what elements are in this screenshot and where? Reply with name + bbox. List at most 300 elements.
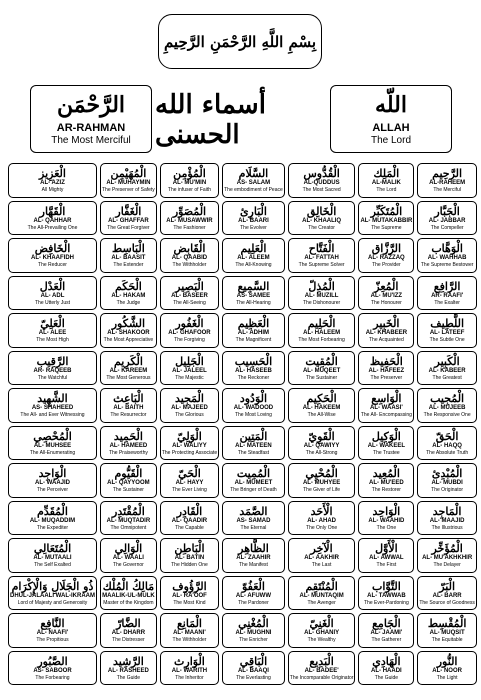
name-card-arabic: الْعَفُوّ bbox=[241, 579, 265, 593]
name-card-arabic: الْوَهَّاب bbox=[431, 242, 463, 256]
name-card bbox=[288, 426, 356, 461]
name-card-arabic: الْمُقْسِط bbox=[427, 617, 467, 631]
name-card bbox=[160, 313, 219, 348]
name-card bbox=[417, 163, 477, 198]
name-card-transliteration: AL- AFUWW bbox=[235, 592, 271, 599]
name-card-arabic: الْحَسِيب bbox=[234, 354, 273, 368]
name-card-transliteration: AL- AWWAL bbox=[369, 555, 404, 562]
name-card bbox=[417, 388, 477, 423]
name-card-arabic: الْبَاعِث bbox=[113, 392, 144, 406]
name-card-meaning: The Responsive One bbox=[423, 412, 471, 419]
name-card bbox=[160, 613, 219, 648]
name-card-arabic: الرَّشِيد bbox=[113, 654, 144, 668]
name-card-meaning: The Most Sacred bbox=[302, 187, 341, 194]
name-card-arabic: الْمُبْدِئ bbox=[431, 467, 463, 481]
name-card bbox=[222, 388, 285, 423]
name-card-transliteration: AL- MUMEET bbox=[234, 480, 273, 487]
name-card-transliteration: AL- HAQQ bbox=[432, 442, 462, 449]
name-card-meaning: The Light bbox=[436, 674, 458, 681]
name-card-transliteration: AL- LATEEF bbox=[429, 330, 465, 337]
name-card-meaning: The Glorious bbox=[175, 412, 204, 419]
name-card-arabic: الْمُقَدِّم bbox=[37, 504, 68, 518]
name-card-transliteration: AL- MU'MIN bbox=[172, 180, 207, 187]
name-card bbox=[222, 651, 285, 686]
name-card-transliteration: AL- BASEER bbox=[171, 292, 208, 299]
name-card-transliteration: AL- JAAMI' bbox=[370, 630, 403, 637]
header-card-allah bbox=[330, 85, 452, 153]
name-card bbox=[417, 501, 477, 536]
name-card-meaning: The Withholder bbox=[172, 637, 207, 644]
header-card-name: ALLAH bbox=[372, 121, 410, 134]
name-card bbox=[8, 463, 97, 498]
name-card-meaning: The Steadfast bbox=[237, 449, 270, 456]
name-card bbox=[358, 238, 414, 273]
name-card-transliteration: AL- MUZILL bbox=[304, 292, 339, 299]
name-card-arabic: الْمَاجِد bbox=[432, 504, 462, 518]
name-card bbox=[222, 576, 285, 611]
name-card-transliteration: AL- KABEER bbox=[428, 367, 466, 374]
name-card bbox=[358, 651, 414, 686]
name-card-meaning: The Last bbox=[311, 562, 332, 569]
name-card bbox=[358, 313, 414, 348]
name-card-arabic: اللَّطِيف bbox=[430, 317, 465, 331]
name-card-arabic: الْهَادِي bbox=[372, 654, 401, 668]
name-card-meaning: The Gatherer bbox=[371, 637, 402, 644]
name-card-transliteration: AL- MAJEED bbox=[171, 405, 208, 412]
name-card bbox=[160, 238, 219, 273]
name-card bbox=[8, 538, 97, 573]
name-card bbox=[222, 351, 285, 386]
name-card-arabic: الْبَاطِن bbox=[174, 542, 205, 556]
name-card-transliteration: AL- QAWIYY bbox=[303, 442, 340, 449]
name-card-arabic: الْخَالِق bbox=[306, 204, 337, 218]
name-card-meaning: The All- and Ever Witnessing bbox=[20, 412, 85, 419]
name-card-arabic: الْعَلِيّ bbox=[40, 317, 65, 331]
name-card-arabic: الْأَوَّل bbox=[375, 542, 398, 556]
name-card-meaning: The Giver of Life bbox=[303, 487, 341, 494]
name-card-transliteration: AL- HAADI bbox=[371, 667, 402, 674]
name-card-arabic: الْوَلِيّ bbox=[177, 429, 202, 443]
header-card-ar-rahman bbox=[30, 85, 152, 153]
name-card-meaning: Master of the Kingdom bbox=[103, 599, 154, 606]
name-card bbox=[8, 238, 97, 273]
name-card-transliteration: AL- WAHHAB bbox=[427, 255, 467, 262]
name-card-transliteration: AL- HAMEED bbox=[109, 442, 148, 449]
name-card-transliteration: AL- KHAAFIDH bbox=[31, 255, 74, 262]
name-card bbox=[8, 426, 97, 461]
name-card bbox=[8, 313, 97, 348]
name-card bbox=[160, 201, 219, 236]
name-card-arabic: ذُو الْجَلَالِ وَالْإِكْرَام bbox=[11, 579, 94, 593]
name-card-transliteration: AL- AHAD bbox=[307, 517, 336, 524]
name-card-arabic: الْبَصِير bbox=[175, 279, 204, 293]
name-card bbox=[160, 463, 219, 498]
name-card-transliteration: AL- RASHEED bbox=[107, 667, 149, 674]
name-card-arabic: الْغَفُور bbox=[175, 317, 204, 331]
name-card-transliteration: AL- WARITH bbox=[171, 667, 208, 674]
name-card-arabic: الْكَبِير bbox=[434, 354, 460, 368]
name-card-arabic: الْعَدْل bbox=[39, 279, 66, 293]
name-card-meaning: The Honourer bbox=[370, 299, 402, 306]
name-card bbox=[288, 276, 356, 311]
name-card-arabic: الْقَهَّار bbox=[39, 204, 66, 218]
name-card-meaning: The Everlasting bbox=[236, 674, 271, 681]
name-card bbox=[358, 538, 414, 573]
name-card bbox=[100, 276, 157, 311]
header-card-name: AR-RAHMAN bbox=[56, 121, 126, 134]
name-card-transliteration: AL- QAHHAR bbox=[33, 217, 72, 224]
name-card-meaning: The Guide bbox=[116, 674, 141, 681]
name-card-transliteration: AL- MUHAYMIN bbox=[106, 180, 151, 187]
name-card bbox=[100, 613, 157, 648]
name-card bbox=[222, 313, 285, 348]
name-card-transliteration: AL- GHAFOOR bbox=[168, 330, 211, 337]
name-card bbox=[100, 388, 157, 423]
header-card-arabic: اللّه bbox=[375, 91, 407, 118]
name-card-arabic: الرَّحِيم bbox=[432, 167, 463, 181]
name-card-meaning: The Bringer of Death bbox=[230, 487, 277, 494]
name-card-meaning: The Most Forbearing bbox=[298, 337, 345, 344]
name-card-transliteration: AL- MUSAWWIR bbox=[166, 217, 213, 224]
name-card bbox=[8, 501, 97, 536]
name-card-transliteration: AL- AAKHIR bbox=[304, 555, 339, 562]
name-card-meaning: The Most Appreciative bbox=[103, 337, 154, 344]
name-card-meaning: The Originator bbox=[431, 487, 464, 494]
name-card bbox=[288, 351, 356, 386]
name-card bbox=[222, 613, 285, 648]
name-card-meaning: The Protecting Associate bbox=[161, 449, 218, 456]
name-card-arabic: الْمَانِع bbox=[176, 617, 202, 631]
name-card-arabic: الْمُنْتَقِم bbox=[305, 579, 338, 593]
name-card bbox=[160, 276, 219, 311]
name-card-arabic: الْجَبَّار bbox=[434, 204, 460, 218]
name-card-transliteration: AL- HAYY bbox=[175, 480, 204, 487]
name-card-transliteration: AL- GHAFFAR bbox=[108, 217, 149, 224]
name-card-meaning: The Expediter bbox=[36, 524, 69, 531]
name-card-meaning: The Supreme Bestower bbox=[420, 262, 474, 269]
name-card-meaning: The All-Hearing bbox=[236, 299, 271, 306]
name-card bbox=[358, 613, 414, 648]
name-card-meaning: The Compeller bbox=[430, 224, 464, 231]
name-card-meaning: The Most Loving bbox=[234, 412, 272, 419]
basmala-banner bbox=[158, 14, 322, 69]
name-card-transliteration: AL- MU'EED bbox=[369, 480, 404, 487]
name-card bbox=[100, 163, 157, 198]
name-card-meaning: The Exalter bbox=[434, 299, 460, 306]
name-card-arabic: الْوَاحِد bbox=[372, 504, 401, 518]
name-card-transliteration: AR- RAQEEB bbox=[33, 367, 72, 374]
name-card-arabic: الْمُؤْمِن bbox=[173, 167, 206, 181]
name-card-meaning: The First bbox=[376, 562, 397, 569]
name-card bbox=[160, 651, 219, 686]
name-card bbox=[417, 613, 477, 648]
name-card-transliteration: AL- KAREEM bbox=[109, 367, 148, 374]
name-card bbox=[288, 201, 356, 236]
name-card bbox=[160, 426, 219, 461]
name-card-transliteration: AL- ADHIM bbox=[237, 330, 269, 337]
name-card-transliteration: AL- SHAKOOR bbox=[107, 330, 150, 337]
name-card-transliteration: AL- MUNTAQIM bbox=[299, 592, 344, 599]
name-card-meaning: The Wealthy bbox=[307, 637, 336, 644]
name-card-meaning: The Preserver bbox=[370, 374, 403, 381]
name-card bbox=[288, 238, 356, 273]
name-card-arabic: الْبَاقِي bbox=[239, 654, 268, 668]
name-card-transliteration: AL- ZAAHIR bbox=[236, 555, 271, 562]
name-card-arabic: الْوَالِي bbox=[114, 542, 143, 556]
name-card-arabic: الْقَوِيّ bbox=[308, 429, 335, 443]
name-card-meaning: The Majestic bbox=[175, 374, 204, 381]
name-card-meaning: The Ever-Pardoning bbox=[364, 599, 409, 606]
name-card-arabic: مَالِكُ الْمُلْك bbox=[102, 579, 155, 593]
name-card-transliteration: AL- GHANIY bbox=[304, 630, 340, 637]
name-card-meaning: The Self Exalted bbox=[34, 562, 71, 569]
name-card-transliteration: AL- WAAHID bbox=[368, 517, 405, 524]
name-card-arabic: الْمُقْتَدِر bbox=[112, 504, 145, 518]
name-card-transliteration: AL- HAKEEM bbox=[302, 405, 341, 412]
name-card bbox=[100, 501, 157, 536]
names-grid bbox=[8, 163, 473, 685]
name-card bbox=[100, 651, 157, 686]
name-card-meaning: The Magnificent bbox=[235, 337, 272, 344]
name-card bbox=[100, 238, 157, 273]
name-card-transliteration: AL-MALIK bbox=[371, 180, 401, 187]
name-card-transliteration: AL- WADOOD bbox=[233, 405, 274, 412]
name-card-meaning: The Inheritor bbox=[175, 674, 204, 681]
name-card-transliteration: AL- BADEE' bbox=[304, 667, 339, 674]
name-card bbox=[160, 163, 219, 198]
name-card-meaning: The Propitious bbox=[36, 637, 69, 644]
name-card-transliteration: AL- QAADIR bbox=[171, 517, 208, 524]
name-card-arabic: الرَّزَّاق bbox=[371, 242, 402, 256]
name-card-arabic: الْحَقّ bbox=[435, 429, 459, 443]
name-card bbox=[100, 576, 157, 611]
name-card-meaning: The Preserver of Safety bbox=[102, 187, 155, 194]
name-card-meaning: The Absolute Truth bbox=[426, 449, 469, 456]
name-card-arabic: التَّوَّاب bbox=[371, 579, 401, 593]
name-card-meaning: The Avenger bbox=[307, 599, 336, 606]
name-card-transliteration: AS- SAMEE bbox=[236, 292, 271, 299]
name-card-arabic: الرَّؤُوف bbox=[172, 579, 207, 593]
name-card-meaning: The Praiseworthy bbox=[108, 449, 148, 456]
name-card-arabic: النُّور bbox=[436, 654, 458, 668]
name-card-meaning: The Delayer bbox=[433, 562, 461, 569]
name-card-transliteration: AL- NAAFI' bbox=[36, 630, 69, 637]
name-card-transliteration: AL- MAAJID bbox=[429, 517, 465, 524]
name-card bbox=[100, 313, 157, 348]
name-card bbox=[8, 201, 97, 236]
name-card bbox=[160, 538, 219, 573]
name-card bbox=[288, 576, 356, 611]
name-card-transliteration: AL- WAAJID bbox=[35, 480, 70, 487]
name-card-transliteration: AL- ADL bbox=[40, 292, 65, 299]
name-card-transliteration: AL- QAABID bbox=[171, 255, 208, 262]
name-card-meaning: The Most High bbox=[36, 337, 69, 344]
name-card-transliteration: AL- BAAQI bbox=[237, 667, 269, 674]
name-card bbox=[222, 501, 285, 536]
name-card-meaning: Lord of Majesty and Generosity bbox=[17, 599, 88, 606]
name-card-meaning: The Forgiving bbox=[174, 337, 205, 344]
name-card-meaning: The Lord bbox=[376, 187, 397, 194]
name-card-meaning: The One bbox=[376, 524, 397, 531]
name-card-transliteration: AL- FATTAH bbox=[304, 255, 339, 262]
name-card-meaning: The Forbearing bbox=[35, 674, 70, 681]
name-card bbox=[100, 538, 157, 573]
name-card-meaning: The Enricher bbox=[239, 637, 268, 644]
name-card-arabic: الْكَرِيم bbox=[113, 354, 143, 368]
name-card-transliteration: AL- MAANI' bbox=[173, 630, 206, 637]
name-card-transliteration: AL- JALEEL bbox=[172, 367, 207, 374]
name-card-meaning: The Supreme Solver bbox=[298, 262, 345, 269]
name-card-meaning: The Evolver bbox=[240, 224, 267, 231]
name-card-meaning: The Fashioner bbox=[173, 224, 206, 231]
name-card-arabic: الظَّاهِر bbox=[238, 542, 269, 556]
name-card-meaning: The Provider bbox=[372, 262, 401, 269]
name-card-meaning: The Reducer bbox=[38, 262, 67, 269]
name-card-arabic: الْمُتَعَالِي bbox=[33, 542, 72, 556]
name-card bbox=[222, 238, 285, 273]
name-card-arabic: الضَّارّ bbox=[116, 617, 141, 631]
name-card-meaning: The Withholder bbox=[172, 262, 207, 269]
name-card bbox=[417, 651, 477, 686]
name-card bbox=[417, 201, 477, 236]
name-card-meaning: The Equitable bbox=[431, 637, 463, 644]
name-card-transliteration: AL- MUTAKABBIR bbox=[360, 217, 413, 224]
name-card bbox=[288, 613, 356, 648]
name-card-meaning: The Eternal bbox=[240, 524, 267, 531]
name-card bbox=[417, 276, 477, 311]
name-card-meaning: The Restorer bbox=[371, 487, 401, 494]
name-card-arabic: الْغَنِيّ bbox=[309, 617, 334, 631]
name-card-transliteration: AL- QAYYOOM bbox=[107, 480, 150, 487]
name-card-meaning: The Perceiver bbox=[36, 487, 69, 494]
name-card-transliteration: AL- RA'OOF bbox=[172, 592, 207, 599]
name-card-transliteration: AL- BARR bbox=[432, 592, 462, 599]
name-card-transliteration: AL- MUHYEE bbox=[302, 480, 341, 487]
name-card-transliteration: AL-RAHEEM bbox=[429, 180, 466, 187]
name-card-transliteration: AL- MUTAALI bbox=[33, 555, 72, 562]
name-card-arabic: الْقَيُّوم bbox=[114, 467, 143, 481]
name-card bbox=[417, 538, 477, 573]
name-card-transliteration: AL- WAALI bbox=[112, 555, 144, 562]
name-card-transliteration: AL- HAKAM bbox=[111, 292, 146, 299]
name-card-transliteration: AL- HALEEM bbox=[303, 330, 341, 337]
name-card-meaning: The Governor bbox=[112, 562, 144, 569]
name-card-arabic: الصَّمَد bbox=[239, 504, 268, 518]
name-card bbox=[288, 313, 356, 348]
name-card bbox=[288, 388, 356, 423]
name-card-meaning: The Great Forgiver bbox=[107, 224, 150, 231]
name-card bbox=[288, 651, 356, 686]
name-card-transliteration: AL- MUHSEE bbox=[33, 442, 72, 449]
name-card-meaning: All Mighty bbox=[41, 187, 64, 194]
name-card-transliteration: AS- SHAHEED bbox=[31, 405, 74, 412]
name-card-transliteration: MAALIK-UL-MULK bbox=[102, 592, 155, 599]
name-card-transliteration: AL- NOOR bbox=[432, 667, 462, 674]
name-card bbox=[358, 426, 414, 461]
basmala-text: بِسْمِ اللَّهِ الرَّحْمَنِ الرَّحِيمِ bbox=[163, 32, 317, 51]
name-card-transliteration: AS- SALAM bbox=[236, 180, 271, 187]
name-card-arabic: الْعَزِيز bbox=[39, 167, 66, 181]
name-card bbox=[222, 201, 285, 236]
name-card-meaning: The All-Strong bbox=[305, 449, 338, 456]
name-card-meaning: The Illustrious bbox=[431, 524, 463, 531]
name-card-arabic: الْحَكَم bbox=[114, 279, 142, 293]
name-card bbox=[8, 651, 97, 686]
name-card-meaning: The Resurrector bbox=[110, 412, 147, 419]
name-card-arabic: الْحَيّ bbox=[178, 467, 201, 481]
name-card-arabic: الْمَجِيد bbox=[174, 392, 204, 406]
header-card-meaning: The Most Merciful bbox=[51, 134, 131, 146]
name-card-arabic: الْمُجِيب bbox=[430, 392, 465, 406]
name-card-transliteration: AL- WALIYY bbox=[172, 442, 207, 449]
name-card-arabic: الْمَتِين bbox=[239, 429, 268, 443]
name-card-transliteration: AR- RAAFI' bbox=[431, 292, 464, 299]
name-card-transliteration: AL- WAASI' bbox=[370, 405, 403, 412]
name-card-meaning: The Judge bbox=[116, 299, 141, 306]
name-card-transliteration: AL- BAITH bbox=[113, 405, 144, 412]
name-card-transliteration: AL- RAZZAQ bbox=[368, 255, 405, 262]
name-card-arabic: الْوَكِيل bbox=[371, 429, 401, 443]
name-card bbox=[417, 426, 477, 461]
name-card-meaning: The All- Encompassing bbox=[360, 412, 412, 419]
name-card-meaning: The Watchful bbox=[37, 374, 68, 381]
name-card-meaning: The Greatest bbox=[432, 374, 462, 381]
name-card bbox=[358, 576, 414, 611]
name-card-arabic: الْخَبِير bbox=[373, 317, 400, 331]
name-card-meaning: The Extender bbox=[113, 262, 144, 269]
name-card-transliteration: AL- MU'AKHKHIR bbox=[422, 555, 473, 562]
name-card-arabic: السَّمِيع bbox=[237, 279, 270, 293]
name-card-arabic: الْمُغْنِي bbox=[238, 617, 269, 631]
name-card-arabic: النَّافِع bbox=[40, 617, 65, 631]
name-card-meaning: The All-Wise bbox=[307, 412, 336, 419]
name-card-arabic: الصَّبُور bbox=[37, 654, 68, 668]
name-card-arabic: الْخَافِض bbox=[34, 242, 71, 256]
name-card bbox=[222, 538, 285, 573]
name-card bbox=[222, 463, 285, 498]
name-card bbox=[8, 388, 97, 423]
name-card-meaning: The Acquainted bbox=[369, 337, 404, 344]
name-card-transliteration: AL- MUQADDIM bbox=[29, 517, 76, 524]
name-card-meaning: The All-Knowing bbox=[235, 262, 272, 269]
name-card-transliteration: AL- ALEE bbox=[38, 330, 67, 337]
name-card-transliteration: AL- MATEEN bbox=[235, 442, 272, 449]
name-card-meaning: The Subtle One bbox=[429, 337, 465, 344]
name-card-meaning: The Only One bbox=[306, 524, 338, 531]
name-card-transliteration: AL- AZIZ bbox=[40, 180, 65, 187]
name-card-arabic: الْبَارِئ bbox=[239, 204, 267, 218]
name-card bbox=[160, 501, 219, 536]
name-card-arabic: الْحَفِيظ bbox=[369, 354, 403, 368]
name-card bbox=[100, 426, 157, 461]
name-card-meaning: The Manifest bbox=[239, 562, 268, 569]
name-card bbox=[288, 501, 356, 536]
name-card bbox=[8, 163, 97, 198]
name-card-meaning: The Dishonourer bbox=[302, 299, 341, 306]
name-card-arabic: الْمُتَكَبِّر bbox=[370, 204, 403, 218]
name-card-meaning: The Omnipotent bbox=[110, 524, 147, 531]
name-card-arabic: الْعَظِيم bbox=[237, 317, 270, 331]
name-card-arabic: الْحَلِيم bbox=[307, 317, 336, 331]
name-card-arabic: الْمُهَيْمِن bbox=[110, 167, 147, 181]
name-card bbox=[417, 351, 477, 386]
name-card-transliteration: AL- BAARI bbox=[238, 217, 269, 224]
name-card-arabic: الرَّقِيب bbox=[36, 354, 69, 368]
name-card-meaning: The Most Kind bbox=[173, 599, 206, 606]
name-card-arabic: الْوَاجِد bbox=[38, 467, 67, 481]
name-card-arabic: الْبَرّ bbox=[439, 579, 456, 593]
name-card-meaning: The Most Generous bbox=[106, 374, 151, 381]
